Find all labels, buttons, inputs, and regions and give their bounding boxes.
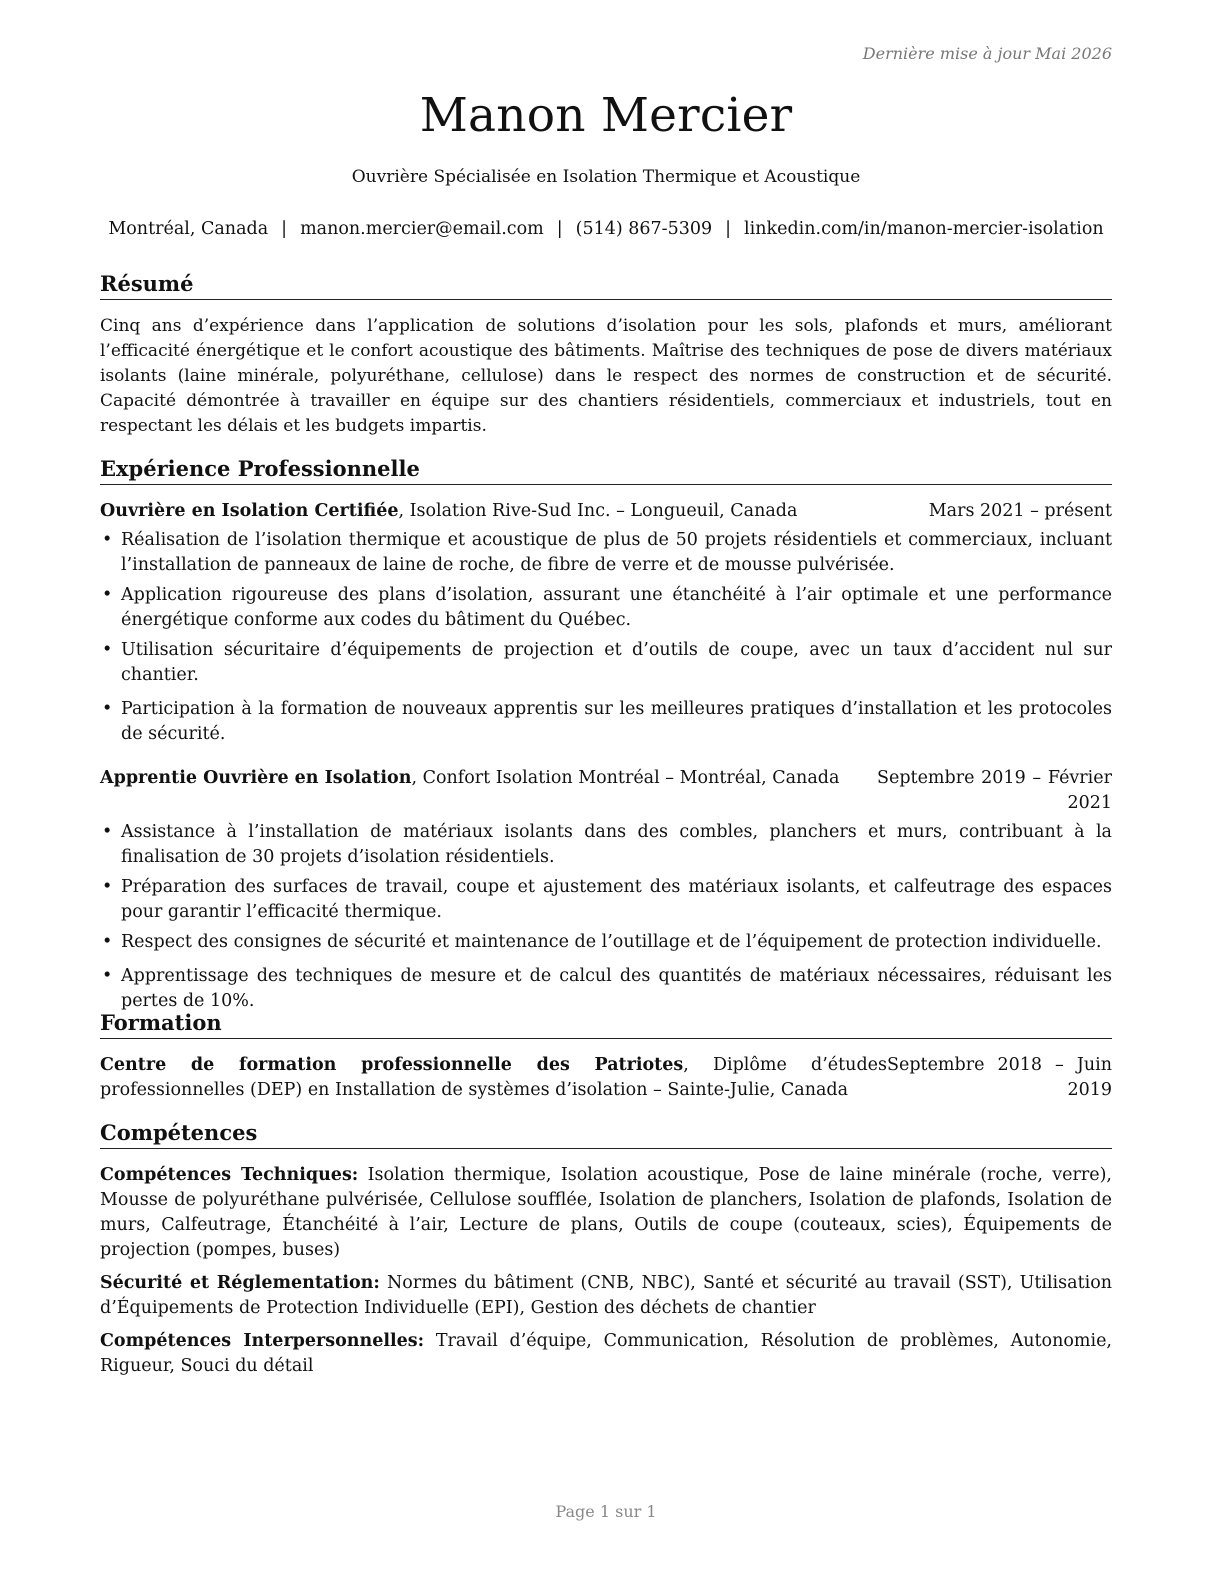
- job-company: , Isolation Rive-Sud Inc. – Longueuil, Canada: [398, 501, 798, 521]
- bullet-text: Préparation des surfaces de travail, coupe et ajustement des matériaux isolants, et calfeutrage des espaces pour garantir l’efficacité thermique.: [121, 877, 1112, 922]
- experience-heading: Expérience Professionnelle: [100, 456, 1112, 485]
- candidate-title: Ouvrière Spécialisée en Isolation Thermique et Acoustique: [351, 167, 861, 187]
- education-dates: Septembre 2018 – Juin 2019: [887, 1055, 1112, 1100]
- list-item: [100, 930, 1112, 955]
- education-section: [100, 1010, 1112, 1103]
- skill-group-text: Travail d’équipe, Communication, Résolution de problèmes, Autonomie, Rigueur, Souci du détail: [100, 1331, 1112, 1376]
- bullet-text: Assistance à l’installation de matériaux isolants dans des combles, planchers et murs, contribuant à la finalisation de 30 projets d’isolation résidentiels.: [121, 822, 1112, 867]
- education-school: Centre de formation professionnelle des Patriotes: [100, 1055, 684, 1075]
- list-item: [100, 697, 1112, 747]
- bullet-icon: •: [102, 530, 113, 550]
- education-heading: Formation: [100, 1010, 1112, 1039]
- contact-line: [92, 219, 1120, 239]
- bullet-text: Participation à la formation de nouveaux apprentis sur les meilleures pratiques d’installation et les protocoles de sécurité.: [121, 699, 1112, 744]
- skill-group-label: Sécurité et Réglementation:: [100, 1273, 380, 1293]
- job-role: Ouvrière en Isolation Certifiée: [100, 501, 399, 521]
- job-header: [100, 766, 1112, 816]
- contact-location: Montréal, Canada: [108, 219, 269, 239]
- skill-group-label: Compétences Interpersonnelles:: [100, 1331, 425, 1351]
- bullet-icon: •: [102, 699, 113, 719]
- job-entry: [100, 766, 1112, 1014]
- job-title-line: [100, 499, 929, 524]
- bullet-text: Réalisation de l’isolation thermique et acoustique de plus de 50 projets résidentiels et commerciaux, incluant l’installation de panneaux de laine de roche, de fibre de verre et de mousse pulvérisée.: [121, 530, 1112, 575]
- bullet-text: Apprentissage des techniques de mesure et de calcul des quantités de matériaux nécessaires, réduisant les pertes de 10%.: [121, 966, 1112, 1011]
- skills-section: [100, 1120, 1112, 1379]
- job-bullets: [100, 820, 1112, 1014]
- skill-group: [100, 1163, 1112, 1263]
- bullet-icon: •: [102, 932, 113, 952]
- bullet-text: Respect des consignes de sécurité et maintenance de l’outillage et de l’équipement de protection individuelle.: [121, 932, 1102, 952]
- contact-phone[interactable]: (514) 867-5309: [575, 219, 713, 239]
- page-number: Page 1 sur 1: [555, 1502, 657, 1521]
- job-dates: Septembre 2019 – Février 2021: [877, 768, 1112, 813]
- summary-section: [100, 271, 1112, 439]
- bullet-icon: •: [102, 585, 113, 605]
- candidate-name: Manon Mercier: [419, 88, 793, 143]
- list-item: [100, 820, 1112, 870]
- summary-text: Cinq ans d’expérience dans l’application de solutions d’isolation pour les sols, plafonds et murs, améliorant l’efficacité énergétique et le confort acoustique des bâtiments. Maîtrise des techniques de pose de divers matériaux isolants (laine minérale, polyuréthane, cellulose) dans le respect des normes de construction et de sécurité. Capacité démontrée à travailler en équipe sur des chantiers résidentiels, commerciaux et industriels, tout en respectant les délais et les budgets impartis.: [100, 316, 1112, 436]
- summary-heading: Résumé: [100, 271, 1112, 300]
- job-dates: Mars 2021 – présent: [928, 501, 1112, 521]
- bullet-icon: •: [102, 966, 113, 986]
- list-item: [100, 528, 1112, 578]
- contact-separator: |: [556, 219, 563, 239]
- skill-group-label: Compétences Techniques:: [100, 1165, 359, 1185]
- bullet-icon: •: [102, 877, 113, 897]
- bullet-icon: •: [102, 640, 113, 660]
- contact-linkedin[interactable]: linkedin.com/in/manon-mercier-isolation: [744, 219, 1104, 239]
- list-item: [100, 638, 1112, 688]
- resume-page: [100, 0, 1112, 1584]
- skills-heading: Compétences: [100, 1120, 1112, 1149]
- bullet-icon: •: [102, 822, 113, 842]
- skill-group-text: Isolation thermique, Isolation acoustique, Pose de laine minérale (roche, verre), Mousse de polyuréthane pulvérisée, Cellulose soufflée, Isolation de planchers, Isolation de plafonds, Isolation de murs, Calfeutrage, Étanchéité à l’air, Lecture de plans, Outils de coupe (couteaux, scies), Équipements de projection (pompes, buses): [100, 1165, 1112, 1260]
- job-header: [100, 499, 1112, 524]
- job-company: , Confort Isolation Montréal – Montréal, Canada: [411, 768, 840, 788]
- job-entry: [100, 499, 1112, 747]
- education-title-line: [100, 1053, 887, 1103]
- contact-email[interactable]: manon.mercier@email.com: [300, 219, 544, 239]
- last-updated: Dernière mise à jour Mai 2026: [862, 44, 1112, 63]
- list-item: [100, 583, 1112, 633]
- bullet-text: Utilisation sécuritaire d’équipements de projection et d’outils de coupe, avec un taux d’accident nul sur chantier.: [121, 640, 1112, 685]
- list-item: [100, 875, 1112, 925]
- skill-group-text: Normes du bâtiment (CNB, NBC), Santé et sécurité au travail (SST), Utilisation d’Équipements de Protection Individuelle (EPI), Gestion des déchets de chantier: [100, 1273, 1113, 1318]
- contact-separator: |: [281, 219, 288, 239]
- skill-group: [100, 1329, 1112, 1379]
- list-item: [100, 964, 1112, 1014]
- bullet-text: Application rigoureuse des plans d’isolation, assurant une étanchéité à l’air optimale et une performance énergétique conforme aux codes du bâtiment du Québec.: [121, 585, 1112, 630]
- contact-separator: |: [725, 219, 732, 239]
- job-title-line: [100, 766, 877, 816]
- skill-group: [100, 1271, 1112, 1321]
- job-bullets: [100, 528, 1112, 747]
- experience-section: [100, 456, 1112, 1019]
- education-details: , Diplôme d’études professionnelles (DEP) en Installation de systèmes d’isolation – Sainte-Julie, Canada: [100, 1055, 887, 1100]
- job-role: Apprentie Ouvrière en Isolation: [100, 768, 412, 788]
- education-entry: [100, 1053, 1112, 1103]
